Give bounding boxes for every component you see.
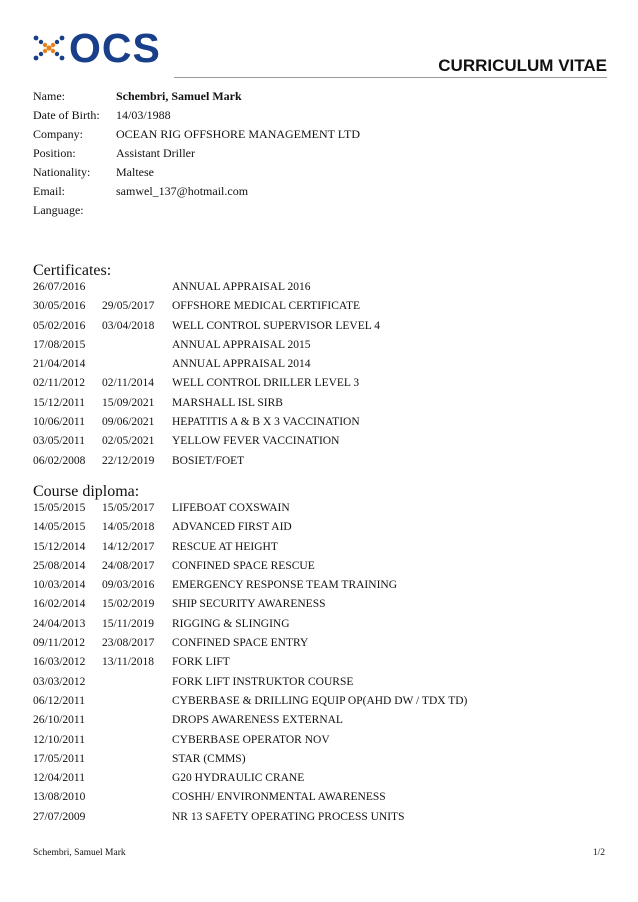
header-divider	[174, 77, 607, 78]
course-name: HEPATITIS A & B X 3 VACCINATION	[172, 416, 360, 429]
issue-date: 25/08/2014	[33, 559, 86, 572]
course-name: CONFINED SPACE ENTRY	[172, 637, 309, 650]
course-name: DROPS AWARENESS EXTERNAL	[172, 714, 343, 727]
expiry-date: 29/05/2017	[102, 300, 155, 313]
issue-date: 16/03/2012	[33, 656, 86, 669]
expiry-date: 22/12/2019	[102, 454, 155, 467]
course-name: OFFSHORE MEDICAL CERTIFICATE	[172, 300, 361, 313]
info-value: Maltese	[116, 165, 154, 179]
expiry-date: 15/09/2021	[102, 396, 155, 409]
table-row	[33, 432, 380, 451]
logo-text: OCS	[69, 25, 161, 71]
table-row	[33, 673, 467, 692]
ocs-cross-icon	[31, 33, 67, 63]
issue-date: 15/12/2014	[33, 540, 86, 553]
expiry-date: 15/11/2019	[102, 617, 154, 630]
info-row-name	[33, 87, 360, 106]
personal-info	[33, 87, 360, 220]
issue-date: 05/02/2016	[33, 319, 86, 332]
course-name: CYBERBASE & DRILLING EQUIP OP(AHD DW / TDX TD)	[172, 694, 468, 707]
info-row-email	[33, 182, 360, 201]
issue-date: 09/11/2012	[33, 637, 85, 650]
table-row	[33, 711, 467, 730]
table-row	[33, 769, 467, 788]
issue-date: 27/07/2009	[33, 810, 86, 823]
table-row	[33, 317, 380, 336]
info-value: Assistant Driller	[116, 146, 195, 160]
expiry-date: 03/04/2018	[102, 319, 155, 332]
info-label: Name:	[33, 89, 65, 103]
course-name: G20 HYDRAULIC CRANE	[172, 772, 305, 785]
info-row-dob	[33, 106, 360, 125]
expiry-date: 23/08/2017	[102, 637, 155, 650]
issue-date: 21/04/2014	[33, 358, 86, 371]
table-row	[33, 374, 380, 393]
expiry-date	[102, 808, 172, 827]
course-name: COSHH/ ENVIRONMENTAL AWARENESS	[172, 791, 386, 804]
expiry-date: 09/03/2016	[102, 579, 155, 592]
expiry-date	[102, 788, 172, 807]
table-row	[33, 615, 467, 634]
certificates-table	[33, 278, 380, 471]
info-value: samwel_137@hotmail.com	[116, 184, 249, 198]
info-row-nationality	[33, 163, 360, 182]
table-row	[33, 538, 467, 557]
issue-date: 03/03/2012	[33, 675, 86, 688]
table-row	[33, 653, 467, 672]
expiry-date	[102, 355, 172, 374]
expiry-date: 02/05/2021	[102, 435, 155, 448]
table-row	[33, 413, 380, 432]
issue-date: 10/03/2014	[33, 579, 86, 592]
course-name: LIFEBOAT COXSWAIN	[172, 502, 290, 514]
courses-table	[33, 499, 467, 827]
expiry-date: 24/08/2017	[102, 559, 155, 572]
info-row-language	[33, 201, 360, 220]
issue-date: 15/12/2011	[33, 396, 85, 409]
course-name: STAR (CMMS)	[172, 752, 246, 765]
expiry-date	[102, 336, 172, 355]
table-row	[33, 692, 467, 711]
issue-date: 16/02/2014	[33, 598, 86, 611]
course-name: NR 13 SAFETY OPERATING PROCESS UNITS	[172, 810, 405, 823]
table-row	[33, 499, 467, 518]
issue-date: 13/08/2010	[33, 791, 86, 804]
expiry-date	[102, 692, 172, 711]
info-label: Language:	[33, 203, 84, 217]
expiry-date: 14/05/2018	[102, 521, 155, 534]
course-name: RESCUE AT HEIGHT	[172, 540, 278, 553]
course-name: ANNUAL APPRAISAL 2016	[172, 281, 311, 293]
issue-date: 17/08/2015	[33, 338, 86, 351]
issue-date: 12/10/2011	[33, 733, 85, 746]
table-row	[33, 557, 467, 576]
table-row	[33, 750, 467, 769]
table-row	[33, 336, 380, 355]
certificates-heading: Certificates:	[33, 262, 112, 279]
expiry-date: 02/11/2014	[102, 377, 154, 390]
course-name: EMERGENCY RESPONSE TEAM TRAINING	[172, 579, 398, 592]
page-number: 1/2	[592, 848, 605, 858]
table-row	[33, 731, 467, 750]
course-name: BOSIET/FOET	[172, 454, 245, 467]
info-value: 14/03/1988	[116, 108, 171, 122]
issue-date: 26/10/2011	[33, 714, 85, 727]
issue-date: 10/06/2011	[33, 416, 85, 429]
issue-date: 15/05/2015	[33, 502, 86, 514]
table-row	[33, 278, 380, 297]
table-row	[33, 576, 467, 595]
issue-date: 06/12/2011	[33, 694, 85, 707]
course-name: CYBERBASE OPERATOR NOV	[172, 733, 330, 746]
info-label: Position:	[33, 146, 76, 160]
info-row-position	[33, 144, 360, 163]
course-name: CONFINED SPACE RESCUE	[172, 559, 315, 572]
issue-date: 17/05/2011	[33, 752, 85, 765]
document-title: CURRICULUM VITAE	[438, 56, 607, 75]
ocs-logo	[31, 25, 161, 71]
expiry-date: 15/05/2017	[102, 502, 155, 514]
course-name: WELL CONTROL DRILLER LEVEL 3	[172, 377, 360, 390]
table-row	[33, 518, 467, 537]
expiry-date: 14/12/2017	[102, 540, 155, 553]
expiry-date	[102, 673, 172, 692]
expiry-date: 13/11/2018	[102, 656, 154, 669]
expiry-date	[102, 769, 172, 788]
table-row	[33, 394, 380, 413]
table-row	[33, 595, 467, 614]
footer-name: Schembri, Samuel Mark	[33, 848, 126, 858]
course-name: ADVANCED FIRST AID	[172, 521, 292, 534]
table-row	[33, 808, 467, 827]
issue-date: 03/05/2011	[33, 435, 85, 448]
info-value: OCEAN RIG OFFSHORE MANAGEMENT LTD	[116, 127, 361, 141]
expiry-date	[102, 278, 172, 297]
course-name: ANNUAL APPRAISAL 2015	[172, 338, 311, 351]
info-value: Schembri, Samuel Mark	[116, 89, 242, 103]
expiry-date: 09/06/2021	[102, 416, 155, 429]
table-row	[33, 452, 380, 471]
table-row	[33, 355, 380, 374]
info-label: Email:	[33, 184, 65, 198]
table-row	[33, 297, 380, 316]
issue-date: 26/07/2016	[33, 281, 86, 293]
course-name: ANNUAL APPRAISAL 2014	[172, 358, 311, 371]
issue-date: 30/05/2016	[33, 300, 86, 313]
expiry-date	[102, 750, 172, 769]
course-name: WELL CONTROL SUPERVISOR LEVEL 4	[172, 319, 380, 332]
table-row	[33, 788, 467, 807]
course-name: YELLOW FEVER VACCINATION	[172, 435, 340, 448]
course-name: RIGGING & SLINGING	[172, 617, 290, 630]
info-label: Nationality:	[33, 165, 91, 179]
issue-date: 02/11/2012	[33, 377, 85, 390]
table-row	[33, 634, 467, 653]
course-name: MARSHALL ISL SIRB	[172, 396, 283, 409]
expiry-date	[102, 711, 172, 730]
course-name: FORK LIFT INSTRUKTOR COURSE	[172, 675, 354, 688]
course-name: FORK LIFT	[172, 656, 230, 669]
issue-date: 06/02/2008	[33, 454, 86, 467]
issue-date: 12/04/2011	[33, 772, 85, 785]
info-label: Date of Birth:	[33, 108, 100, 122]
info-row-company	[33, 125, 360, 144]
issue-date: 24/04/2013	[33, 617, 86, 630]
course-name: SHIP SECURITY AWARENESS	[172, 598, 326, 611]
expiry-date: 15/02/2019	[102, 598, 155, 611]
expiry-date	[102, 731, 172, 750]
info-label: Company:	[33, 127, 83, 141]
courses-heading: Course diploma:	[33, 483, 140, 500]
issue-date: 14/05/2015	[33, 521, 86, 534]
